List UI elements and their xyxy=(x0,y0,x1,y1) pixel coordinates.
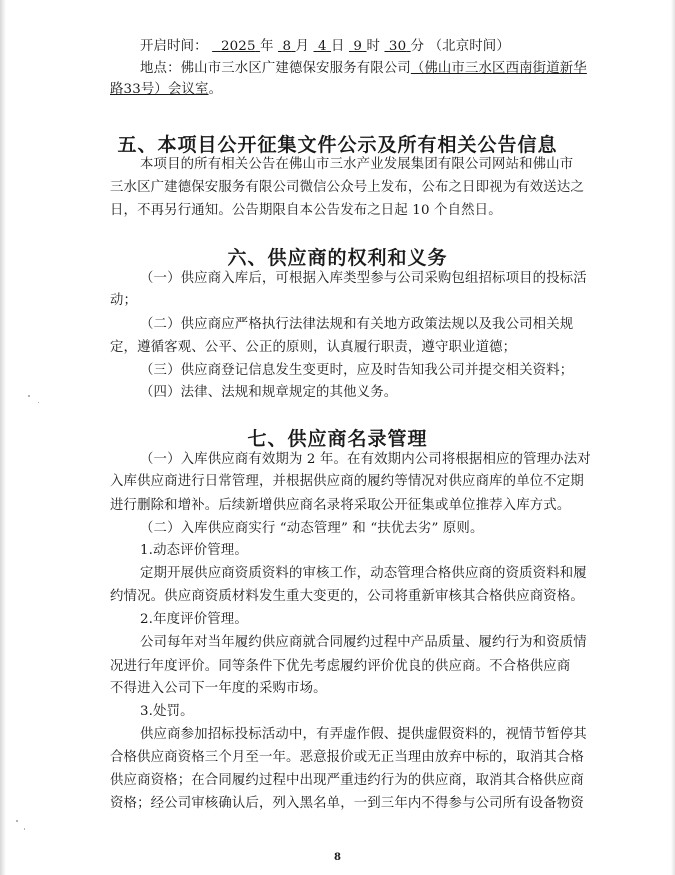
open-time-hour-unit: 时 xyxy=(366,39,381,54)
section-7-line: 供应商参加招标投标活动中，有弄虚作假、提供虚假资料的，视情节暂停其 xyxy=(140,727,587,742)
section-7-line: 合格供应商资格三个月至一年。恶意报价或无正当理由放弃中标的，取消其合格 xyxy=(110,750,584,765)
open-time-minute-unit: 分 xyxy=(410,39,425,54)
section-5-line: 日，不再另行通知。公告期限自本公告发布之日起 10 个自然日。 xyxy=(110,203,502,218)
open-time-year: 2025 xyxy=(220,39,256,54)
section-6-line: （四）法律、法规和规章规定的其他义务。 xyxy=(140,385,398,400)
open-time-year-unit: 年 xyxy=(260,39,274,54)
open-time-month: 8 xyxy=(282,39,292,54)
section-7-line: 约情况。供应商资质材料发生重大变更的，公司将重新审核其合格供应商资格。 xyxy=(110,589,584,604)
section-7-line: 供应商资格；在合同履约过程中出现严重违约行为的供应商，取消其合格供应商 xyxy=(110,773,584,788)
section-5-title: 五、本项目公开征集文件公示及所有相关公告信息 xyxy=(117,134,558,156)
scan-speck xyxy=(16,820,18,822)
section-7-line: 定期开展供应商资质资料的审核工作，动态管理合格供应商的资质资料和履 xyxy=(140,566,587,581)
section-6-line: （三）供应商登记信息发生变更时，应及时告知我公司并提交相关资料； xyxy=(140,363,574,378)
section-7-title: 七、供应商名录管理 xyxy=(247,428,428,450)
section-7-line: （二）入库供应商实行 “动态管理” 和 “扶优去劣” 原则。 xyxy=(140,521,484,536)
section-7-line: 公司每年对当年履约供应商就合同履约过程中产品质量、履约行为和资质情 xyxy=(140,635,587,650)
location-line-1 xyxy=(140,61,587,77)
scan-speck xyxy=(24,828,25,830)
section-5-line: 三水区广建德保安服务有限公司微信公众号上发布，公布之日即视为有效送达之 xyxy=(110,180,584,195)
section-7-line: 不得进入公司下一年度的采购市场。 xyxy=(110,681,327,696)
section-6-title: 六、供应商的权利和义务 xyxy=(227,247,448,269)
scan-speck xyxy=(28,395,30,397)
location-address-2: 路33号）会议室 xyxy=(110,82,209,97)
section-7-line: 况进行年度评价。同等条件下优先考虑履约评价优良的供应商。不合格供应商 xyxy=(110,659,571,674)
open-time-month-unit: 月 xyxy=(295,39,310,54)
location-address-1: （佛山市三水区西南街道新华 xyxy=(410,61,587,76)
open-time-line xyxy=(140,39,510,55)
open-time-day: 4 xyxy=(317,39,327,54)
location-line-2 xyxy=(110,82,222,98)
section-6-line: 定，遵循客观、公平、公正的原则，认真履行职责，遵守职业道德； xyxy=(110,340,517,355)
section-7-line: 资格；经公司审核确认后，列入黑名单，一到三年内不得参与公司所有设备物资 xyxy=(110,796,584,811)
section-7-subheading: 1.动态评价管理。 xyxy=(140,543,248,558)
open-time-day-unit: 日 xyxy=(331,39,345,54)
section-7-line: （一）入库供应商有效期为 2 年。在有效期内公司将根据相应的管理办法对 xyxy=(140,452,591,467)
scan-speck xyxy=(38,402,39,403)
section-7-subheading: 2.年度评价管理。 xyxy=(140,612,248,627)
section-7-line: 进行删除和增补。后续新增供应商名录将采取公开征集或单位推荐入库方式。 xyxy=(110,498,571,513)
section-6-line: （一）供应商入库后，可根据入库类型参与公司采购包组招标项目的投标活 xyxy=(140,271,587,286)
open-time-tz: （北京时间） xyxy=(428,39,510,54)
page-number: 8 xyxy=(334,852,341,863)
open-time-minute: 30 xyxy=(388,39,407,54)
location-label: 地点：佛山市三水区广建德保安服务有限公司 xyxy=(140,61,411,76)
open-time-hour: 9 xyxy=(353,39,363,54)
section-5-line: 本项目的所有相关公告在佛山市三水产业发展集团有限公司网站和佛山市 xyxy=(140,157,574,172)
section-7-subheading: 3.处罚。 xyxy=(140,704,194,719)
section-6-line: （二）供应商应严格执行法律法规和有关地方政策法规以及我公司相关规 xyxy=(140,317,574,332)
open-time-label: 开启时间： xyxy=(140,39,208,54)
section-6-line: 动； xyxy=(110,293,138,308)
location-end: 。 xyxy=(208,82,223,97)
section-7-line: 入库供应商进行日常管理，并根据供应商的履约等情况对供应商库的单位不定期 xyxy=(110,474,584,489)
